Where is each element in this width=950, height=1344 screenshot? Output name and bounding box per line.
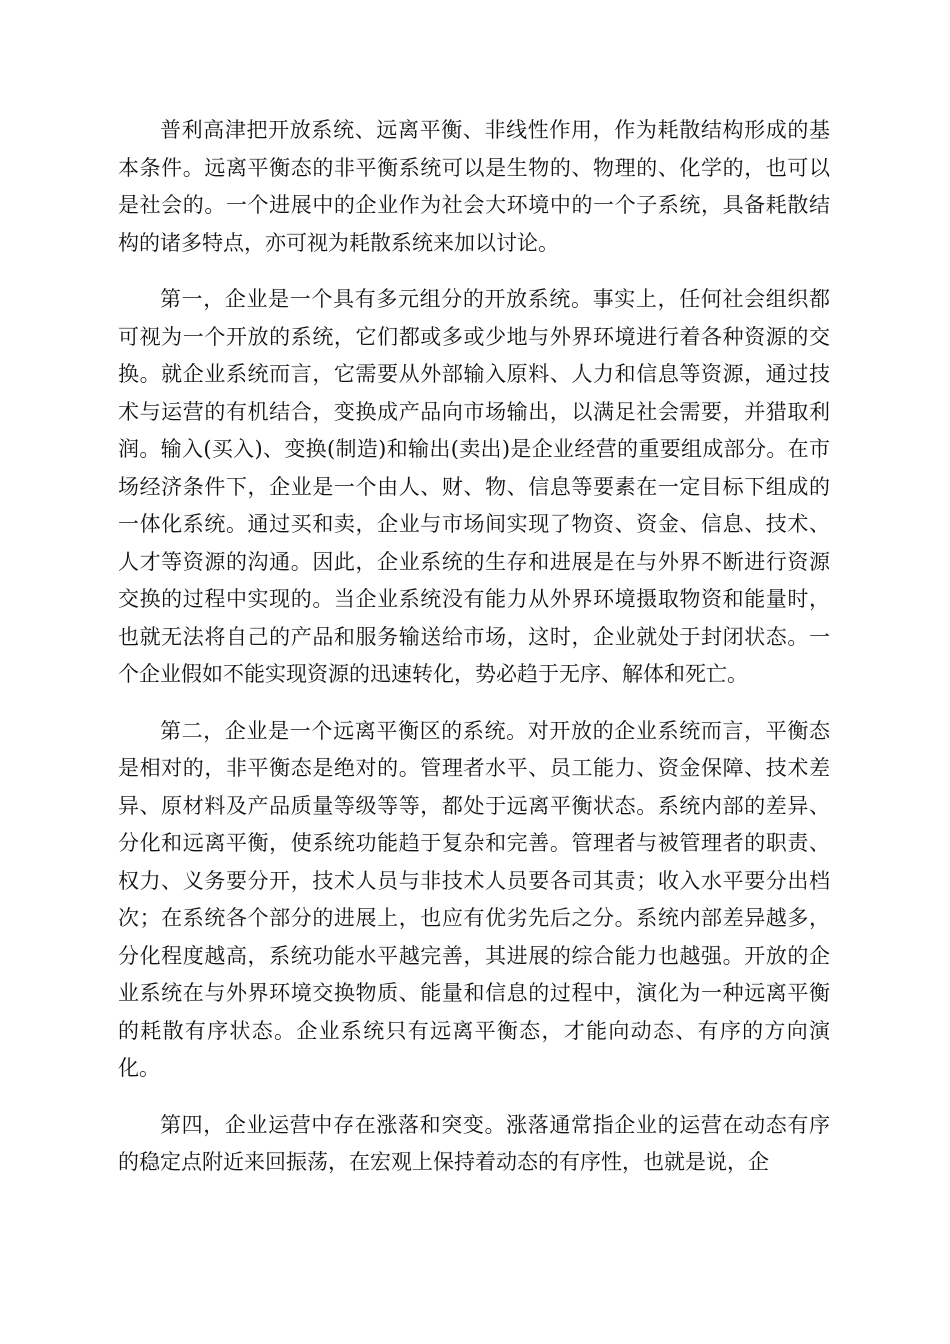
paragraph-fourth-point: 第四，企业运营中存在涨落和突变。涨落通常指企业的运营在动态有序的稳定点附近来回振荡，在宏观上保持着动态的有序性，也就是说，企	[118, 1112, 830, 1174]
paragraph-intro: 普利高津把开放系统、远离平衡、非线性作用，作为耗散结构形成的基本条件。远离平衡态的非平衡系统可以是生物的、物理的、化学的，也可以是社会的。一个进展中的企业作为社会大环境中的一个子系统，具备耗散结构的诸多特点，亦可视为耗散系统来加以讨论。	[118, 118, 830, 255]
paragraph-second-point: 第二，企业是一个远离平衡区的系统。对开放的企业系统而言，平衡态是相对的，非平衡态是绝对的。管理者水平、员工能力、资金保障、技术差异、原材料及产品质量等级等等，都处于远离平衡状态。系统内部的差异、分化和远离平衡，使系统功能趋于复杂和完善。管理者与被管理者的职责、权力、义务要分开，技术人员与非技术人员要各司其责；收入水平要分出档次；在系统各个部分的进展上，也应有优劣先后之分。系统内部差异越多，分化程度越高，系统功能水平越完善，其进展的综合能力也越强。开放的企业系统在与外界环境交换物质、能量和信息的过程中，演化为一种远离平衡的耗散有序状态。企业系统只有远离平衡态，才能向动态、有序的方向演化。	[118, 718, 830, 1080]
document-body	[118, 112, 830, 1201]
paragraph-first-point: 第一，企业是一个具有多元组分的开放系统。事实上，任何社会组织都可视为一个开放的系统，它们都或多或少地与外界环境进行着各种资源的交换。就企业系统而言，它需要从外部输入原料、人力和信息等资源，通过技术与运营的有机结合，变换成产品向市场输出，以满足社会需要，并猎取利润。输入(买入)、变换(制造)和输出(卖出)是企业经营的重要组成部分。在市场经济条件下，企业是一个由人、财、物、信息等要素在一定目标下组成的一体化系统。通过买和卖，企业与市场间实现了物资、资金、信息、技术、人才等资源的沟通。因此，企业系统的生存和进展是在与外界不断进行资源交换的过程中实现的。当企业系统没有能力从外界环境摄取物资和能量时，也就无法将自己的产品和服务输送给市场，这时，企业就处于封闭状态。一个企业假如不能实现资源的迅速转化，势必趋于无序、解体和死亡。	[118, 287, 830, 686]
